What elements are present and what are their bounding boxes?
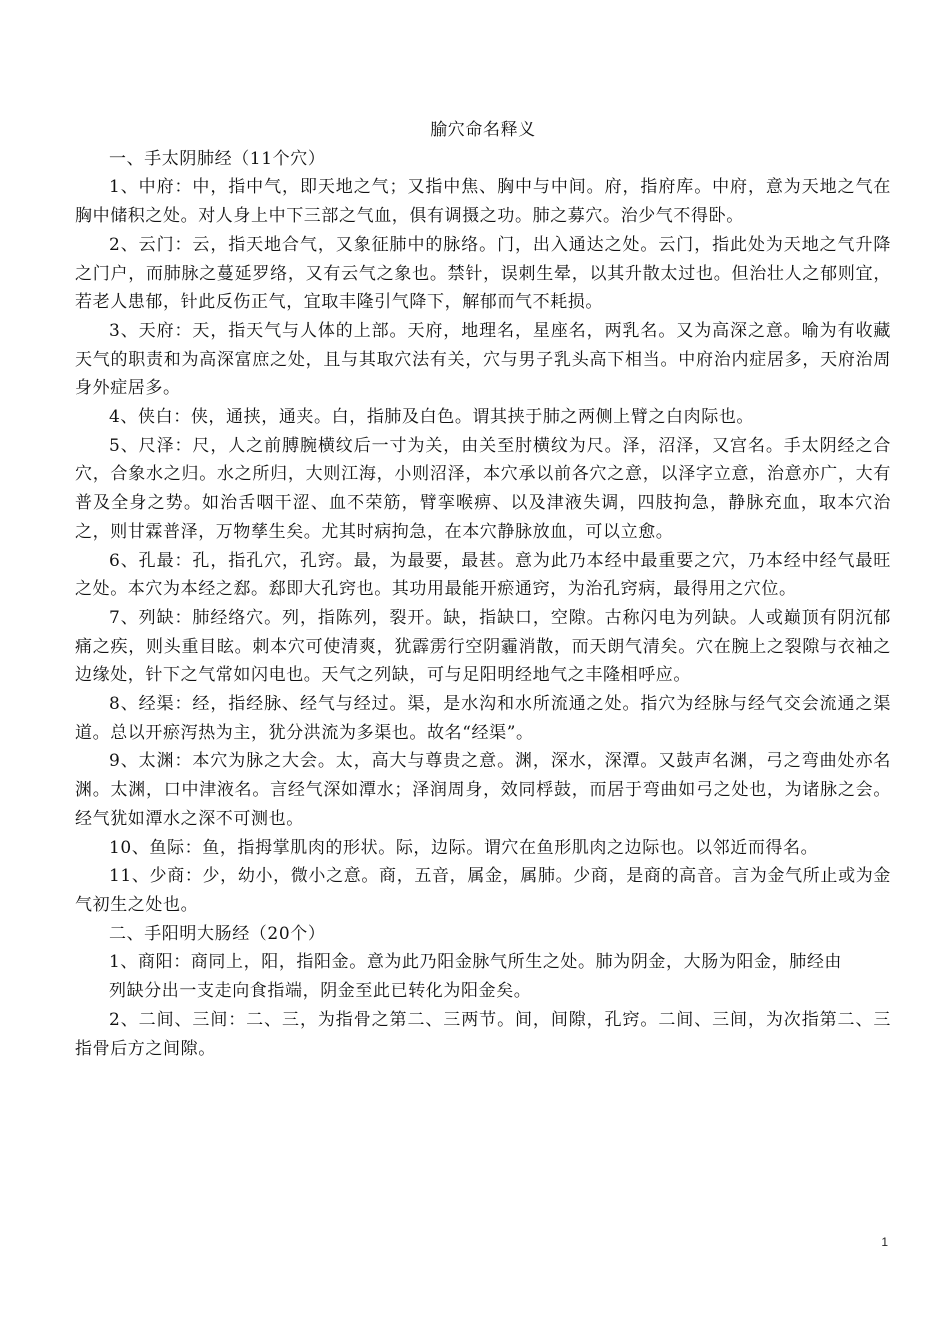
paragraph-shaoshang: 11、少商：少，幼小，微小之意。商，五音，属金，属肺。少商，是商的高音。言为金气所止或为金气初生之处也。	[75, 866, 891, 915]
paragraph-erjian-sanjian: 2、二间、三间：二、三，为指骨之第二、三两节。间，间隙，孔窍。二间、三间，为次指第二、三指骨后方之间隙。	[75, 1009, 891, 1059]
paragraph-chize: 5、尺泽：尺，人之前膊腕横纹后一寸为关，由关至肘横纹为尺。泽，沼泽，又宫名。手太阴经之合穴，合象水之归。水之所归，大则江海，小则沼泽，本穴承以前各穴之意，以泽字立意，治意亦广，大有普及全身之势。如治舌咽干涩、血不荣筋，臂挛喉痹、以及津液失调，四肢拘急，静脉充血，取本穴治之，则甘霖普泽，万物孳生矣。尤其时病拘急，在本穴静脉放血，可以立愈。	[75, 435, 891, 542]
paragraph-zhongfu: 1、中府：中，指中气，即天地之气；又指中焦、胸中与中间。府，指府库。中府，意为天地之气在胸中储积之处。对人身上中下三部之气血，俱有调摄之功。肺之募穴。治少气不得卧。	[75, 177, 891, 227]
document-body	[75, 116, 891, 1063]
paragraph-shangyang-continued: 列缺分出一支走向食指端，阴金至此已转化为阳金矣。	[109, 981, 532, 1002]
section-heading-lung-meridian: 一、手太阴肺经（11个穴）	[109, 148, 326, 169]
paragraph-kongzui: 6、孔最：孔，指孔穴，孔窍。最，为最要，最甚。意为此乃本经中最重要之穴，乃本经中经气最旺之处。本穴为本经之郄。郄即大孔窍也。其功用最能开瘀通窍，为治孔窍病，最得用之穴位。	[75, 550, 891, 600]
section-heading-large-intestine-meridian: 二、手阳明大肠经（20个）	[109, 923, 326, 944]
paragraph-shangyang: 1、商阳：商同上，阳，指阳金。意为此乃阳金脉气所生之处。肺为阴金，大肠为阳金，肺经由	[109, 952, 843, 973]
paragraph-jingqu: 8、经渠：经，指经脉、经气与经过。渠，是水沟和水所流通之处。指穴为经脉与经气交会流通之渠道。总以开瘀泻热为主，犹分洪流为多渠也。故名“经渠”。	[75, 694, 891, 743]
document-title: 腧穴命名释义	[430, 120, 536, 140]
paragraph-lieque: 7、列缺：肺经络穴。列，指陈列，裂开。缺，指缺口，空隙。古称闪电为列缺。人或巅顶有阴沉郁痛之疾，则头重目眩。刺本穴可使清爽，犹霹雳行空阴霾消散，而天朗气清矣。穴在腕上之裂隙与衣袖之边缘处，针下之气常如闪电也。天气之列缺，可与足阳明经地气之丰隆相呼应。	[75, 607, 891, 686]
paragraph-xiabai: 4、侠白：侠，通挟，通夹。白，指肺及白色。谓其挟于肺之两侧上臂之白肉际也。	[109, 407, 755, 428]
paragraph-tianfu: 3、天府：天，指天气与人体的上部。天府，地理名，星座名，两乳名。又为高深之意。喻为有收藏天气的职责和为高深富庶之处，且与其取穴法有关，穴与男子乳头高下相当。中府治内症居多，天府治周身外症居多。	[75, 320, 891, 399]
page-number: 1	[881, 1235, 888, 1249]
paragraph-taiyuan: 9、太渊：本穴为脉之大会。太，高大与尊贵之意。渊，深水，深潭。又鼓声名渊，弓之弯曲处亦名渊。太渊，口中津液名。言经气深如潭水；泽润周身，效同桴鼓，而居于弯曲如弓之处也，为诸脉之会。经气犹如潭水之深不可测也。	[75, 751, 891, 829]
paragraph-yunmen: 2、云门：云，指天地合气，又象征肺中的脉络。门，出入通达之处。云门，指此处为天地之气升降之门户，而肺脉之蔓延罗络，又有云气之象也。禁针，误刺生晕，以其升散太过也。但治壮人之郁则宜，若老人患郁，针此反伤正气，宜取丰隆引气降下，解郁而气不耗损。	[75, 234, 891, 313]
paragraph-yuji: 10、鱼际：鱼，指拇掌肌肉的形状。际，边际。谓穴在鱼形肌肉之边际也。以邻近而得名。	[109, 837, 819, 858]
